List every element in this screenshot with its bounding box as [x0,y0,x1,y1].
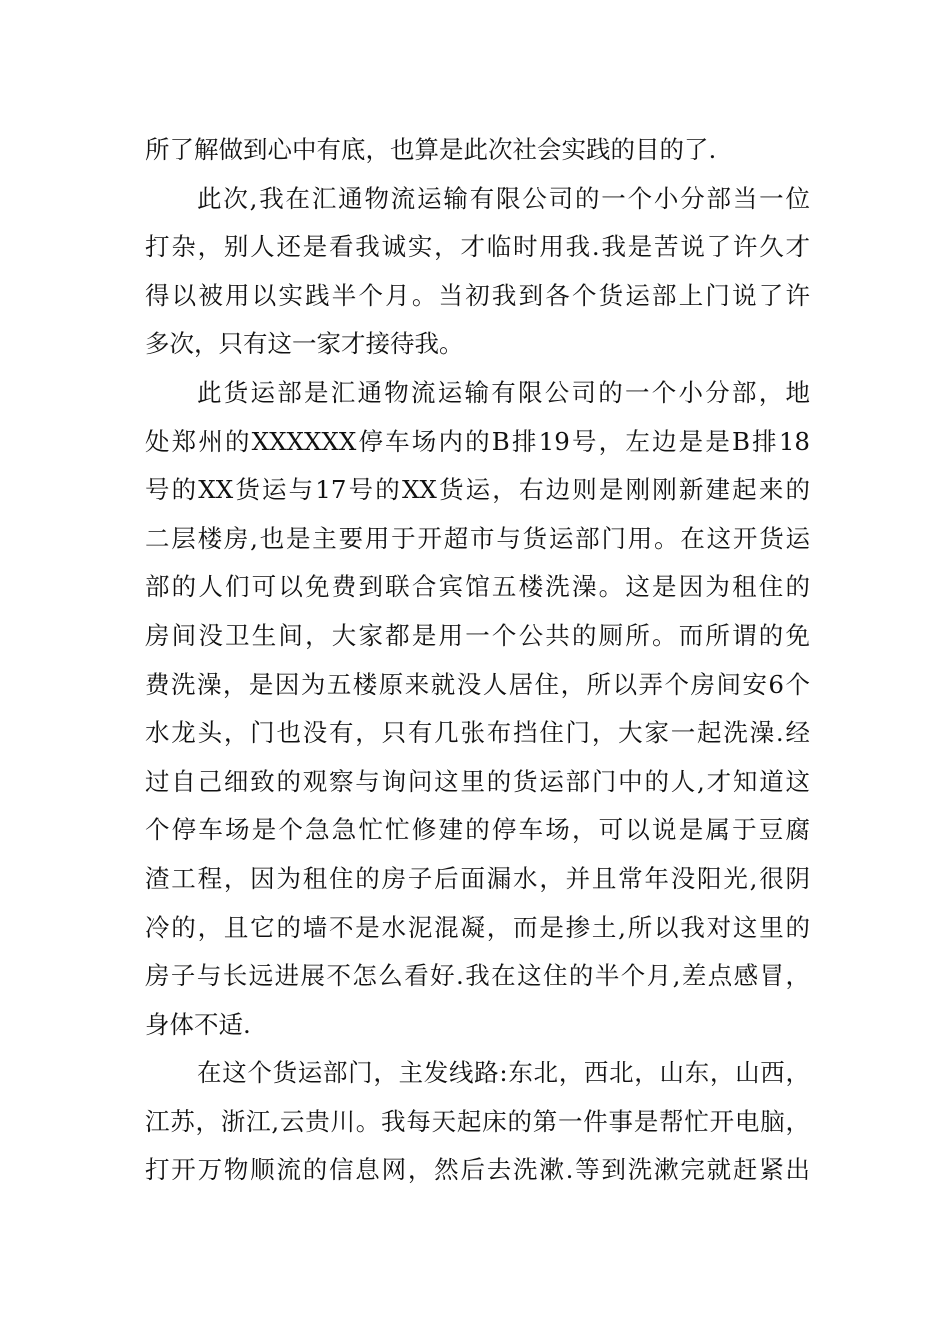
text-line: 处郑州的XXXXXX停车场内的B排19号，左边是是B排18 [145,426,810,456]
paragraph-first-line: 此货运部是汇通物流运输有限公司的一个小分部，地 [197,377,810,407]
text-line: 二层楼房,也是主要用于开超市与货运部门用。在这开货运 [145,523,810,553]
text-line: 得以被用以实践半个月。当初我到各个货运部上门说了许 [145,280,810,310]
text-line: 房间没卫生间，大家都是用一个公共的厕所。而所谓的免 [145,620,810,650]
text-line: 个停车场是个急急忙忙修建的停车场，可以说是属于豆腐 [145,815,810,845]
paragraph-first-line: 此次,我在汇通物流运输有限公司的一个小分部当一位 [197,183,810,213]
text-line: 房子与长远进展不怎么看好.我在这住的半个月,差点感冒， [145,961,810,991]
text-line: 所了解做到心中有底，也算是此次社会实践的目的了. [145,135,717,164]
text-line: 水龙头，门也没有，只有几张布挡住门，大家一起洗澡.经 [145,718,810,748]
text-line: 号的XX货运与17号的XX货运，右边则是刚刚新建起来的 [145,475,810,505]
text-line: 江苏，浙江,云贵川。我每天起床的第一件事是帮忙开电脑， [145,1106,810,1136]
body-text [145,126,810,1195]
text-line: 冷的，且它的墙不是水泥混凝，而是掺土,所以我对这里的 [145,912,810,942]
text-line: 渣工程，因为租住的房子后面漏水，并且常年没阳光,很阴 [145,863,810,893]
text-line: 打开万物顺流的信息网，然后去洗漱.等到洗漱完就赶紧出 [145,1155,810,1185]
text-line: 部的人们可以免费到联合宾馆五楼洗澡。这是因为租住的 [145,572,810,602]
paragraph-first-line: 在这个货运部门，主发线路:东北，西北，山东，山西， [197,1058,810,1088]
text-line: 过自己细致的观察与询问这里的货运部门中的人,才知道这 [145,766,810,796]
text-line: 费洗澡，是因为五楼原来就没人居住，所以弄个房间安6个 [145,669,810,699]
text-line: 多次，只有这一家才接待我。 [145,329,464,359]
text-line: 身体不适. [145,1009,251,1039]
text-line: 打杂，别人还是看我诚实，才临时用我.我是苦说了许久才 [145,232,810,262]
